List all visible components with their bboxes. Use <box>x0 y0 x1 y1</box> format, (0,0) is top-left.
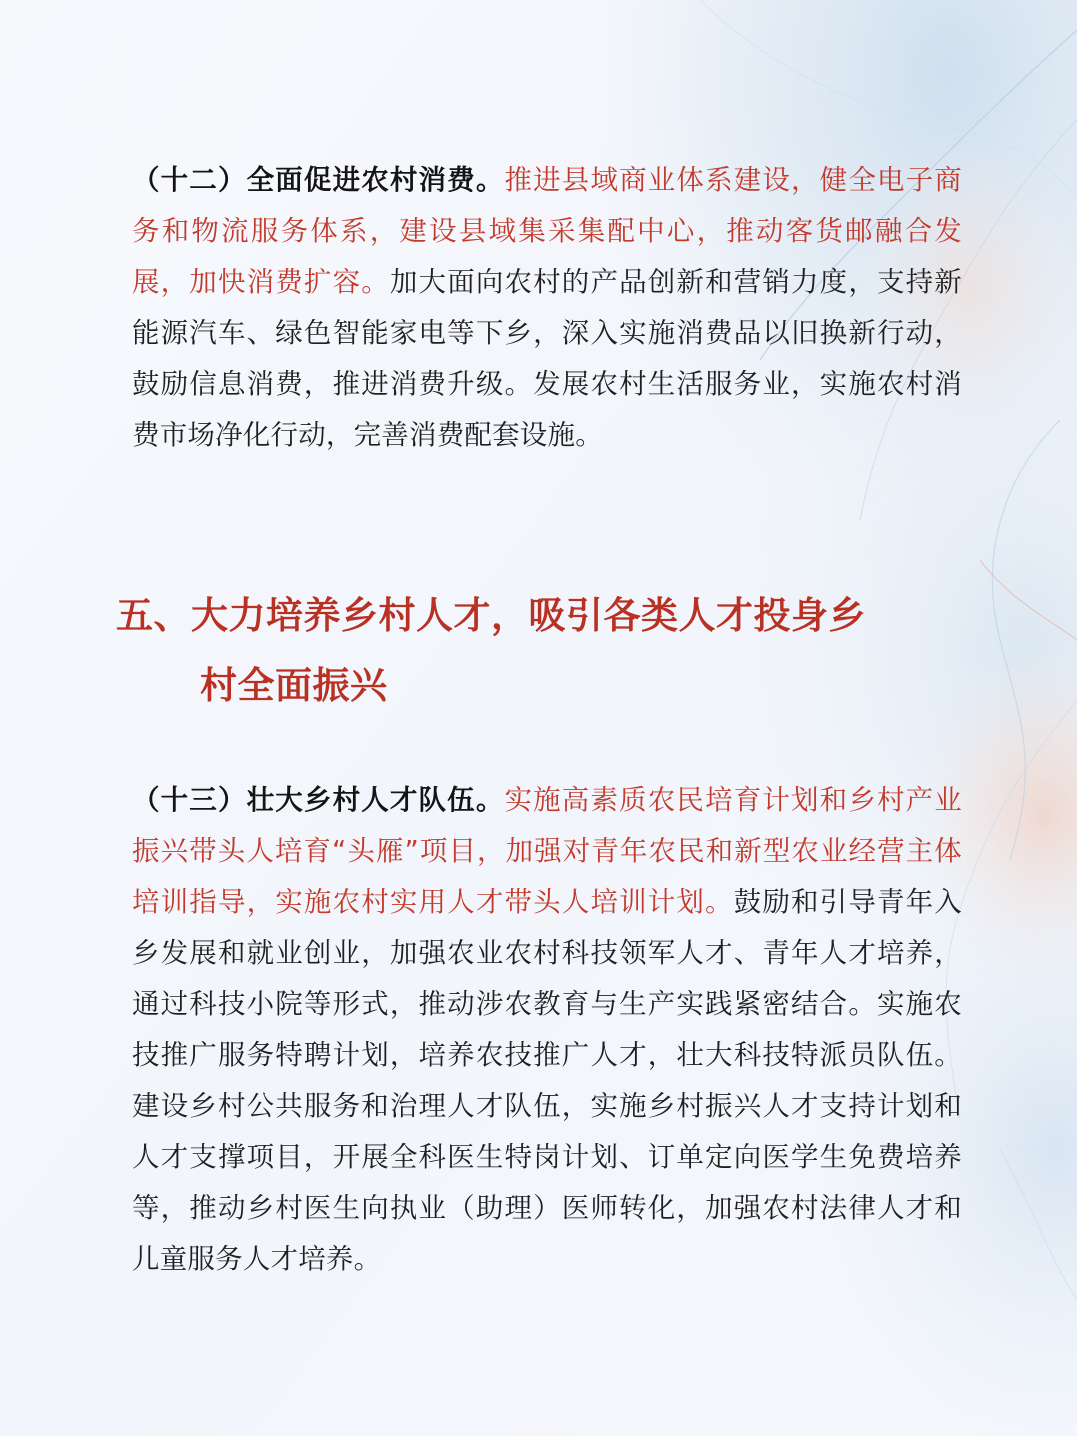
section-heading-5 <box>116 581 976 721</box>
section-item-13 <box>132 775 962 1285</box>
item-12-body: 加大面向农村的产品创新和营销力度，支持新能源汽车、绿色智能家电等下乡，深入实施消费品以旧换新行动，鼓励信息消费，推进消费升级。发展农村生活服务业，实施农村消费市场净化行动，完善消费配套设施。 <box>132 266 962 451</box>
heading-5-line1: 五、大力培养乡村人才，吸引各类人才投身乡 <box>116 594 866 637</box>
item-13-lead: （十三）壮大乡村人才队伍。 <box>132 784 505 816</box>
heading-5-line2: 村全面振兴 <box>200 664 388 707</box>
section-item-12 <box>132 155 962 461</box>
item-12-lead: （十二）全面促进农村消费。 <box>132 164 505 196</box>
item-12-highlight: 推进县域商业体系建设，健全电子商务和物流服务体系，建设县域集采集配中心，推动客货邮融合发展，加快消费扩容。 <box>132 164 962 298</box>
item-13-highlight: 实施高素质农民培育计划和乡村产业振兴带头人培育“头雁”项目，加强对青年农民和新型农业经营主体培训指导，实施农村实用人才带头人培训计划。 <box>132 784 962 918</box>
item-13-body: 鼓励和引导青年入乡发展和就业创业，加强农业农村科技领军人才、青年人才培养，通过科技小院等形式，推动涉农教育与生产实践紧密结合。实施农技推广服务特聘计划，培养农技推广人才，壮大科技特派员队伍。建设乡村公共服务和治理人才队伍，实施乡村振兴人才支持计划和人才支撑项目，开展全科医生特岗计划、订单定向医学生免费培养等，推动乡村医生向执业（助理）医师转化，加强农村法律人才和儿童服务人才培养。 <box>132 886 962 1275</box>
